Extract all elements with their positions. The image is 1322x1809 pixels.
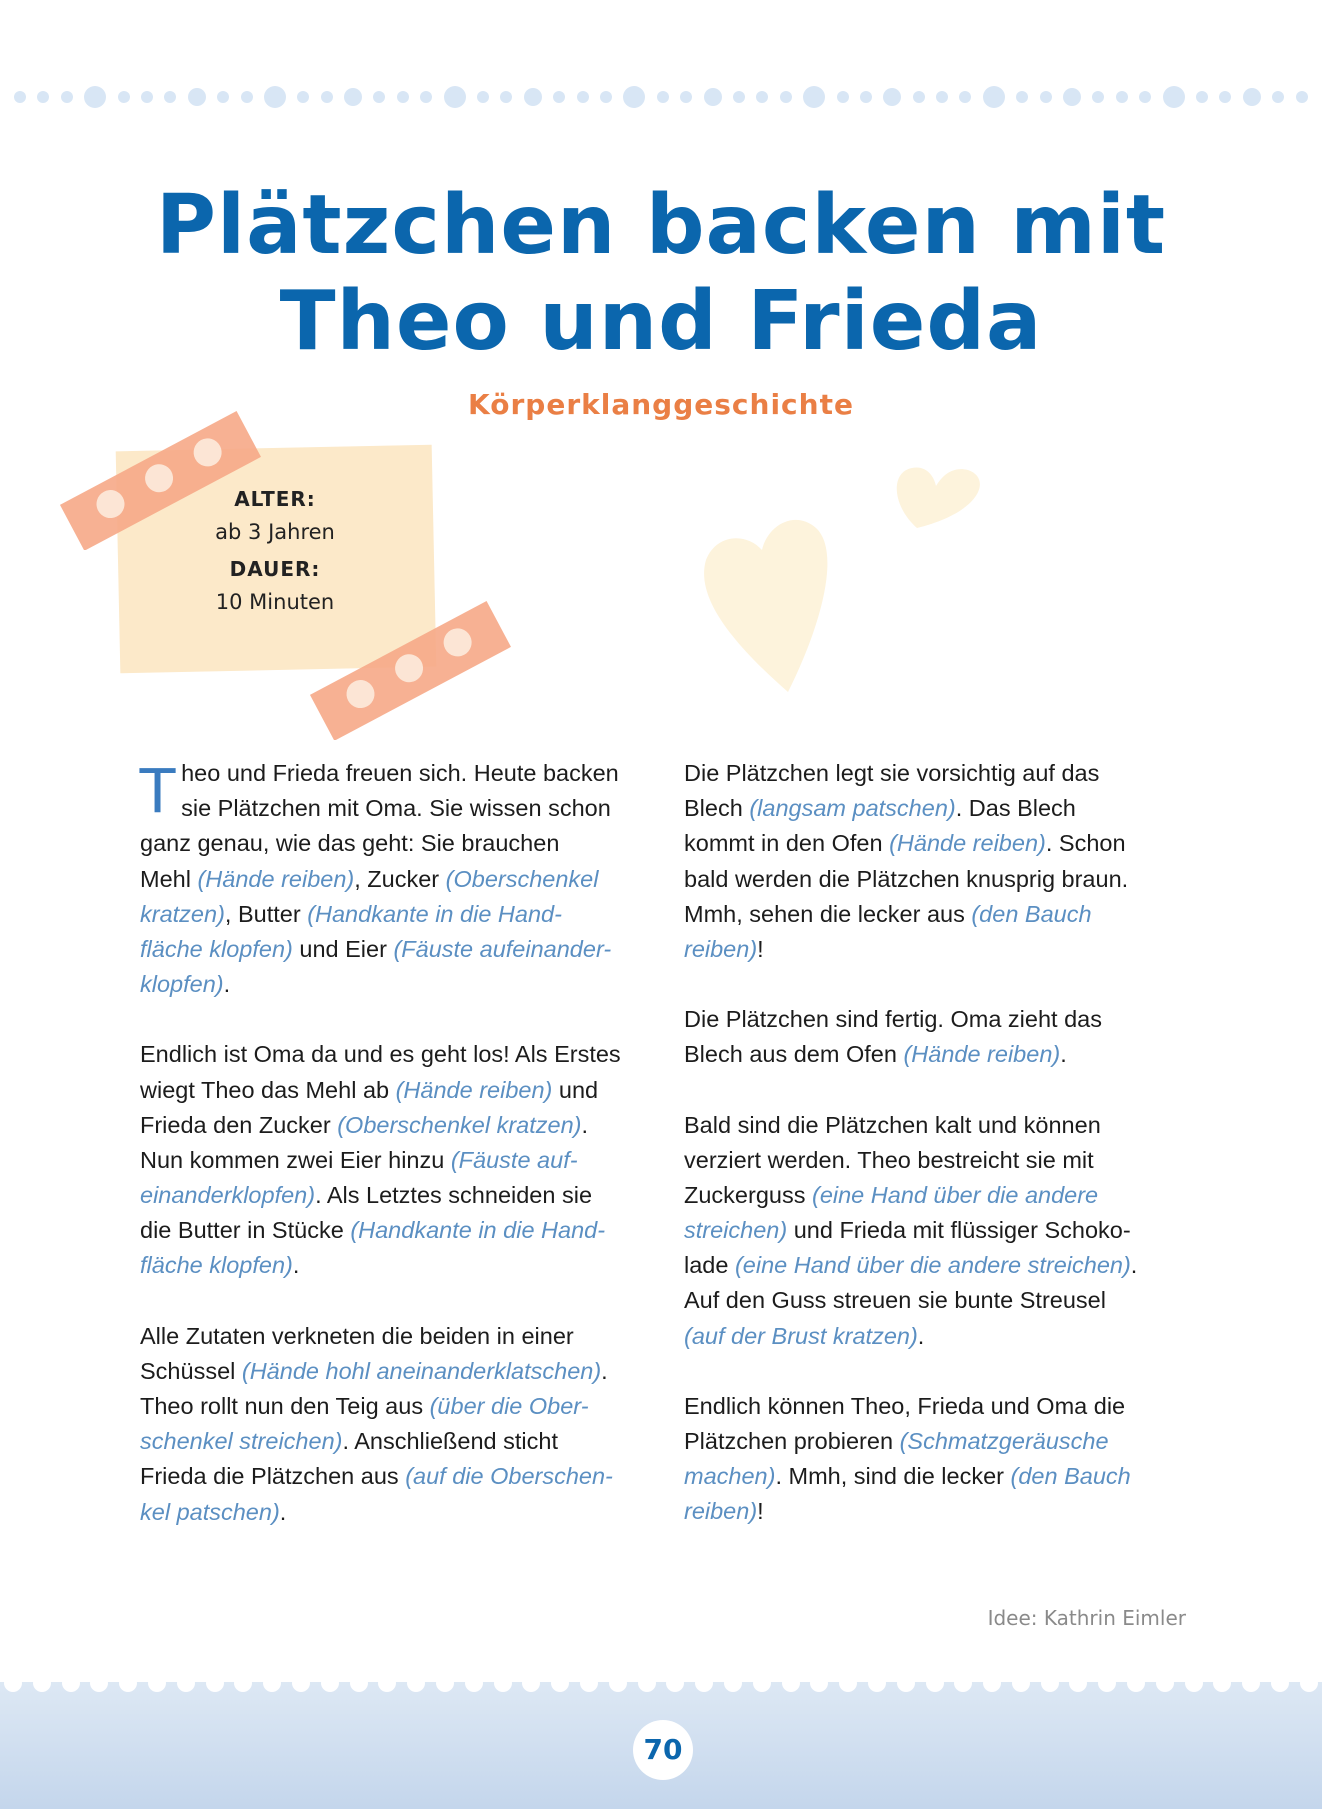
footer-dot [522, 1674, 540, 1692]
body-action-cue: machen) [684, 1463, 776, 1490]
story-text: . [1130, 1252, 1138, 1279]
footer-dot [1127, 1674, 1145, 1692]
story-text: Auf den Guss streuen sie bunte Streusel [684, 1287, 1106, 1314]
footer-dot [465, 1674, 483, 1692]
body-action-cue: fläche klopfen) [140, 935, 293, 962]
footer-dot [90, 1674, 108, 1692]
border-dot [837, 91, 849, 103]
border-dot [217, 91, 229, 103]
border-dot [1163, 86, 1185, 108]
story-text: Bald sind die Plätzchen kalt und können [684, 1111, 1101, 1138]
story-column-left [140, 756, 652, 1565]
border-dot [1092, 91, 1104, 103]
footer-dot [1242, 1674, 1260, 1692]
story-text: . [1060, 1041, 1067, 1068]
body-action-cue: (auf der Brust kratzen) [684, 1322, 918, 1349]
duration-label: DAUER: [229, 557, 321, 581]
story-line [140, 1424, 652, 1459]
story-line [684, 932, 1196, 967]
footer-dot [666, 1674, 684, 1692]
border-dot [397, 91, 409, 103]
footer-dot [638, 1674, 656, 1692]
border-dot [500, 91, 512, 103]
border-dot [1272, 91, 1284, 103]
story-line [140, 1178, 652, 1213]
story-line [684, 1494, 1196, 1529]
story-line [140, 1143, 652, 1178]
border-dot [623, 86, 645, 108]
border-dot [477, 91, 489, 103]
story-text: Blech [684, 795, 750, 822]
heart-icon [704, 520, 827, 692]
border-dot [704, 88, 722, 106]
footer-dot [983, 1674, 1001, 1692]
border-dot [1139, 91, 1151, 103]
border-dot [344, 88, 362, 106]
title-line-1: Plätzchen backen mit [155, 178, 1167, 273]
story-line [140, 1389, 652, 1424]
body-action-cue: (den Bauch [1010, 1463, 1131, 1490]
body-action-cue: reiben) [684, 935, 758, 962]
story-text: . Als Letztes schneiden sie [315, 1182, 593, 1209]
story-text: verziert werden. Theo bestreicht sie mit [684, 1146, 1094, 1173]
footer-dot [839, 1674, 857, 1692]
footer-dot [263, 1674, 281, 1692]
border-dot [756, 91, 768, 103]
body-action-cue: streichen) [684, 1217, 788, 1244]
info-card [140, 484, 410, 624]
body-action-cue: (den Bauch [971, 900, 1092, 927]
border-dot [84, 86, 106, 108]
border-dot [373, 91, 385, 103]
footer-dot [724, 1674, 742, 1692]
story-text: Frieda den Zucker [140, 1111, 338, 1138]
story-text: wiegt Theo das Mehl ab [140, 1076, 396, 1103]
title-line-2: Theo und Frieda [279, 274, 1043, 369]
story-text: . [601, 1357, 608, 1384]
footer-dot [580, 1674, 598, 1692]
border-dot [420, 91, 432, 103]
story-text: kommt in den Ofen [684, 830, 890, 857]
border-dot [936, 91, 948, 103]
body-action-cue: reiben) [684, 1498, 758, 1525]
story-line [684, 1108, 1196, 1143]
footer-dot [62, 1674, 80, 1692]
story-line [684, 791, 1196, 826]
footer-dot [1041, 1674, 1059, 1692]
story-line [684, 1248, 1196, 1283]
story-text: Alle Zutaten verkneten die beiden in einer [140, 1322, 574, 1349]
story-line [140, 1073, 652, 1108]
border-dot [241, 91, 253, 103]
footer-dot [609, 1674, 627, 1692]
footer-dot [4, 1674, 22, 1692]
story-text: . Anschließend sticht [342, 1428, 558, 1455]
body-action-cue: (Hände reiben) [903, 1041, 1061, 1068]
border-dot [297, 91, 309, 103]
story-line [684, 1459, 1196, 1494]
story-text: . Mmh, sind die lecker [775, 1463, 1011, 1490]
story-line [684, 862, 1196, 897]
story-line [140, 1213, 652, 1248]
story-text: . [581, 1111, 589, 1138]
story-line [140, 1108, 652, 1143]
footer-dot [753, 1674, 771, 1692]
body-action-cue: (Hände reiben) [197, 865, 355, 892]
border-dot [321, 91, 333, 103]
footer-dot [1271, 1674, 1289, 1692]
footer-dot [1098, 1674, 1116, 1692]
page-title [0, 178, 1322, 370]
body-action-cue: (Schmatzgeräusche [899, 1428, 1109, 1454]
border-dot [780, 91, 792, 103]
story-text: ganz genau, wie das geht: Sie brauchen [140, 830, 560, 857]
border-dot [680, 91, 692, 103]
border-dot [883, 88, 901, 106]
story-text: Zuckerguss [684, 1181, 812, 1208]
border-dot [1243, 88, 1261, 106]
story-text: bald werden die Plätzchen knusprig braun. [684, 865, 1129, 892]
body-action-cue: (Hände hohl aneinanderklatschen) [241, 1357, 602, 1384]
border-dot [1040, 91, 1052, 103]
story-line [684, 1143, 1196, 1178]
story-text: und Eier [292, 935, 394, 962]
body-action-cue: klopfen) [140, 971, 224, 998]
story-text: ! [757, 1498, 764, 1525]
body-action-cue: (Oberschenkel kratzen) [337, 1111, 582, 1138]
body-action-cue: (Hände reiben) [395, 1076, 553, 1103]
story-text: und Frieda mit flüssiger Schoko- [787, 1217, 1131, 1244]
story-column-right [684, 756, 1196, 1565]
footer-dot [954, 1674, 972, 1692]
footer-dot [1185, 1674, 1203, 1692]
body-action-cue: einanderklopfen) [140, 1182, 316, 1209]
story-line [140, 1495, 652, 1530]
story-text: Plätzchen probieren [684, 1428, 900, 1454]
story-text: Theo rollt nun den Teig aus [140, 1393, 430, 1419]
story-line [140, 1319, 652, 1354]
story-text: Mmh, sehen die lecker aus [684, 900, 972, 927]
story-line [140, 967, 652, 1002]
story-text: lade [684, 1252, 735, 1279]
footer-dot [378, 1674, 396, 1692]
story-text: Nun kommen zwei Eier hinzu [140, 1146, 451, 1173]
age-label: ALTER: [234, 487, 316, 511]
story-line [140, 826, 652, 861]
border-dot [61, 91, 73, 103]
story-paragraph [684, 1002, 1196, 1072]
footer-dot [119, 1674, 137, 1692]
story-line [140, 1459, 652, 1494]
footer-dot [1069, 1674, 1087, 1692]
border-dot [164, 91, 176, 103]
footer-dot [494, 1674, 512, 1692]
footer-dot [695, 1674, 713, 1692]
body-action-cue: kel patschen) [140, 1498, 280, 1525]
border-dot [1296, 91, 1308, 103]
story-text: . [279, 1498, 287, 1525]
story-paragraph [140, 756, 652, 1002]
border-dot [860, 91, 872, 103]
story-line [140, 1037, 652, 1072]
border-dot [983, 86, 1005, 108]
body-action-cue: schenkel streichen) [140, 1428, 343, 1455]
story-line [140, 791, 652, 826]
story-paragraph [684, 1389, 1196, 1530]
footer-dot [1300, 1674, 1318, 1692]
story-text: die Butter in Stücke [140, 1217, 351, 1244]
story-text: , Zucker [354, 865, 446, 892]
story-text: Blech aus dem Ofen [684, 1041, 904, 1068]
body-action-cue: (auf die Oberschen- [405, 1463, 613, 1490]
border-dot [733, 91, 745, 103]
border-dot [1116, 91, 1128, 103]
border-dot [959, 91, 971, 103]
footer-dot [350, 1674, 368, 1692]
drop-cap: T [138, 754, 178, 826]
age-value: ab 3 Jahren [215, 520, 335, 544]
story-text: . [223, 971, 231, 998]
footer-dot [782, 1674, 800, 1692]
story-line [140, 897, 652, 932]
story-line [140, 1248, 652, 1283]
footer-dot [868, 1674, 886, 1692]
page-number: 70 [633, 1720, 693, 1780]
border-dot [600, 91, 612, 103]
border-dot [14, 91, 26, 103]
border-dot [118, 91, 130, 103]
heart-decoration [680, 410, 1060, 710]
border-dot [913, 91, 925, 103]
footer-dot [897, 1674, 915, 1692]
footer-dot [321, 1674, 339, 1692]
story-text: heo und Frieda freuen sich. Heute backen [181, 760, 619, 786]
story-line [140, 1354, 652, 1389]
body-action-cue: (Fäuste aufeinander- [393, 935, 612, 962]
border-dot [577, 91, 589, 103]
story-text: . [917, 1322, 925, 1349]
border-dot [141, 91, 153, 103]
footer-dot [1156, 1674, 1174, 1692]
body-action-cue: (Handkante in die Hand- [350, 1217, 606, 1244]
story-line [684, 826, 1196, 861]
story-paragraph [684, 756, 1196, 967]
story-line [684, 1424, 1196, 1459]
story-line [684, 1319, 1196, 1354]
footer-dot [407, 1674, 425, 1692]
story-paragraph [140, 1037, 652, 1283]
footer-dot [810, 1674, 828, 1692]
border-dot [1219, 91, 1231, 103]
body-action-cue: (über die Ober- [429, 1393, 589, 1419]
story-text: Mehl [140, 865, 198, 892]
story-line [684, 897, 1196, 932]
story-text: , Butter [224, 900, 308, 927]
border-dot [1063, 88, 1081, 106]
story-line [140, 756, 652, 791]
footer-dot [926, 1674, 944, 1692]
story-line [684, 1002, 1196, 1037]
author-credit: Idee: Kathrin Eimler [987, 1606, 1186, 1630]
story-line [684, 756, 1196, 791]
border-dot [657, 91, 669, 103]
story-text: Die Plätzchen sind fertig. Oma zieht das [684, 1006, 1102, 1033]
story-text: Schüssel [140, 1357, 242, 1384]
body-action-cue: fläche klopfen) [140, 1252, 293, 1279]
footer-dot [234, 1674, 252, 1692]
story-text: . Schon [1045, 830, 1126, 857]
story-text: . Das Blech [955, 795, 1076, 822]
border-dot [264, 86, 286, 108]
footer-dot [551, 1674, 569, 1692]
footer-dotted-edge [0, 1674, 1322, 1692]
footer-dot [436, 1674, 454, 1692]
story-paragraph [684, 1108, 1196, 1354]
footer-dot [148, 1674, 166, 1692]
story-line [684, 1283, 1196, 1318]
body-action-cue: (Oberschenkel [445, 865, 599, 892]
story-line [140, 862, 652, 897]
story-line [684, 1178, 1196, 1213]
body-action-cue: kratzen) [140, 900, 225, 927]
footer-dot [177, 1674, 195, 1692]
body-action-cue: (langsam patschen) [749, 795, 956, 822]
story-text: ! [757, 935, 764, 962]
story-paragraph [140, 1319, 652, 1530]
border-dot [37, 91, 49, 103]
footer-dot [1012, 1674, 1030, 1692]
story-text: Die Plätzchen legt sie vorsichtig auf das [684, 760, 1100, 786]
story-line [684, 1389, 1196, 1424]
body-action-cue: (eine Hand über die andere streichen) [734, 1252, 1131, 1279]
footer-dot [206, 1674, 224, 1692]
body-action-cue: (Hände reiben) [889, 830, 1046, 857]
story-line [684, 1037, 1196, 1072]
story-line [140, 932, 652, 967]
body-action-cue: (Handkante in die Hand- [307, 900, 562, 927]
story-text: Endlich können Theo, Frieda und Oma die [684, 1392, 1126, 1419]
border-dot [553, 91, 565, 103]
border-dot [1196, 91, 1208, 103]
page-subtitle: Körperklanggeschichte [468, 388, 854, 421]
border-dot [524, 88, 542, 106]
story-text: Endlich ist Oma da und es geht los! Als Erstes [140, 1041, 621, 1068]
heart-icon [897, 467, 980, 528]
story-text: und [552, 1076, 599, 1103]
footer-dot [33, 1674, 51, 1692]
story-text: Frieda die Plätzchen aus [140, 1463, 406, 1490]
border-dot [188, 88, 206, 106]
body-action-cue: (eine Hand über die andere [812, 1181, 1099, 1208]
story-line [684, 1213, 1196, 1248]
footer-dot [292, 1674, 310, 1692]
border-dot [803, 86, 825, 108]
body-action-cue: (Fäuste auf- [450, 1146, 578, 1173]
story-text: . [292, 1252, 300, 1279]
border-dot [1016, 91, 1028, 103]
border-dot [444, 86, 466, 108]
top-dotted-border [0, 72, 1322, 122]
footer-dot [1213, 1674, 1231, 1692]
story-text: sie Plätzchen mit Oma. Sie wissen schon [181, 795, 611, 822]
duration-value: 10 Minuten [215, 590, 335, 614]
